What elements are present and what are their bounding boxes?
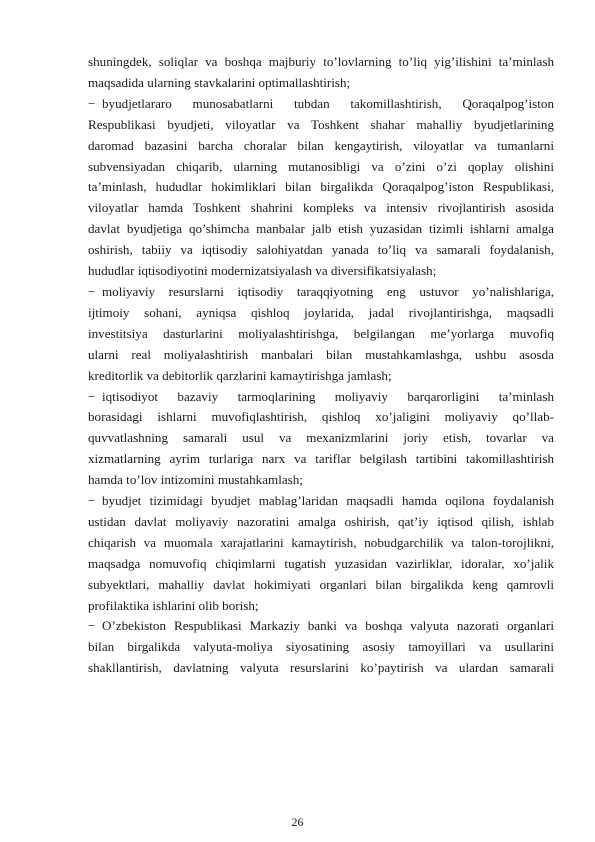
text-line: iqtisodiyot bazaviy tarmoqlarining moliyaviy barqarorligini ta’minlash: [102, 388, 554, 404]
intro-paragraph: [88, 52, 554, 94]
bullet-item: [88, 491, 554, 616]
text-line: oshirish, tabiiy va iqtisodiy salohiyatdan yanada to’liq va samarali foydalanish,: [88, 242, 554, 258]
page-number: 26: [291, 815, 304, 829]
text-line: maqsadga nomuvofiq chiqimlarni tugatish yuzasidan vazirliklar, idoralar, xo’jalik: [88, 555, 554, 571]
text-line: davlat byudjetiga qo’shimcha manbalar jalb etish yuzasidan tizimli ishlarni amalga: [88, 221, 554, 237]
text-line: subyektlari, mahalliy davlat hokimiyati organlari bilan birgalikda keng qamrovli: [88, 576, 554, 592]
text-line: maqsadida ularning stavkalarini optimallashtirish;: [88, 74, 351, 90]
bullet-item: [88, 387, 554, 492]
document-body: [88, 52, 554, 679]
text-line: profilaktika ishlarini olib borish;: [88, 597, 259, 613]
dash-marker: −: [88, 618, 96, 634]
text-line: quvvatlashning samarali usul va mexanizmlarini joriy etish, tovarlar va: [88, 430, 554, 446]
text-line: subvensiyadan chiqarib, ularning mutanosibligi va o’zini o’zi qoplay olishini: [88, 158, 554, 174]
text-line: ta’minlash, hududlar hokimliklari bilan birgalikda Qoraqalpog’iston Respublikasi,: [88, 179, 554, 195]
text-line: bilan birgalikda valyuta-moliya siyosatining asosiy tamoyillari va usullarini: [88, 639, 554, 655]
text-line: ijtimoiy sohani, ayniqsa qishloq joylarida, jadal rivojlantirishga, maqsadli: [88, 304, 554, 320]
text-line: chiqarish va muomala xarajatlarini kamaytirish, nobudgarchilik va talon-torojlikni,: [88, 534, 554, 550]
text-line: xizmatlarning ayrim turlariga narx va tariflar belgilash tartibini takomillashtirish: [88, 451, 554, 467]
text-line: byudjetlararo munosabatlarni tubdan takomillashtirish, Qoraqalpog’iston: [102, 95, 554, 111]
bullet-item: [88, 282, 554, 387]
text-line: byudjet tizimidagi byudjet mablag’laridan maqsadli hamda oqilona foydalanish: [102, 493, 554, 509]
text-line: shakllantirish, davlatning valyuta resurslarini ko’paytirish va ulardan samarali: [88, 660, 554, 676]
text-line: viloyatlar hamda Toshkent shahrini kompleks va intensiv rivojlantirish asosida: [88, 200, 554, 216]
bullet-item: [88, 94, 554, 282]
text-line: borasidagi ishlarni muvofiqlashtirish, qishloq xo’jaligini moliyaviy qo’llab-: [88, 409, 554, 425]
text-line: hududlar iqtisodiyotini modernizatsiyalash va diversifikatsiyalash;: [88, 263, 437, 279]
text-line: kreditorlik va debitorlik qarzlarini kamaytirishga jamlash;: [88, 367, 392, 383]
text-line: ustidan davlat moliyaviy nazoratini amalga oshirish, qat’iy iqtisod qilish, ishlab: [88, 513, 554, 529]
text-line: Respublikasi byudjeti, viloyatlar va Toshkent shahar mahalliy byudjetlarining: [88, 116, 554, 132]
text-line: investitsiya dasturlarini moliyalashtirishga, belgilangan me’yorlarga muvofiq: [88, 325, 554, 341]
text-line: moliyaviy resurslarni iqtisodiy taraqqiyotning eng ustuvor yo’nalishlariga,: [102, 283, 554, 299]
dash-marker: −: [88, 388, 96, 404]
text-line: daromad bazasini barcha choralar bilan kengaytirish, viloyatlar va tumanlarni: [88, 137, 554, 153]
text-line: shuningdek, soliqlar va boshqa majburiy to’lovlarning to’liq yig’ilishini ta’minlash: [88, 54, 554, 69]
text-line: hamda to’lov intizomini mustahkamlash;: [88, 472, 303, 488]
dash-marker: −: [88, 283, 96, 299]
text-line: ularni real moliyalashtirish manbalari bilan mustahkamlashga, ushbu asosda: [88, 346, 554, 362]
text-line: O’zbekiston Respublikasi Markaziy banki va boshqa valyuta nazorati organlari: [102, 618, 554, 634]
bullet-item: [88, 616, 554, 679]
dash-marker: −: [88, 95, 96, 111]
dash-marker: −: [88, 493, 96, 509]
